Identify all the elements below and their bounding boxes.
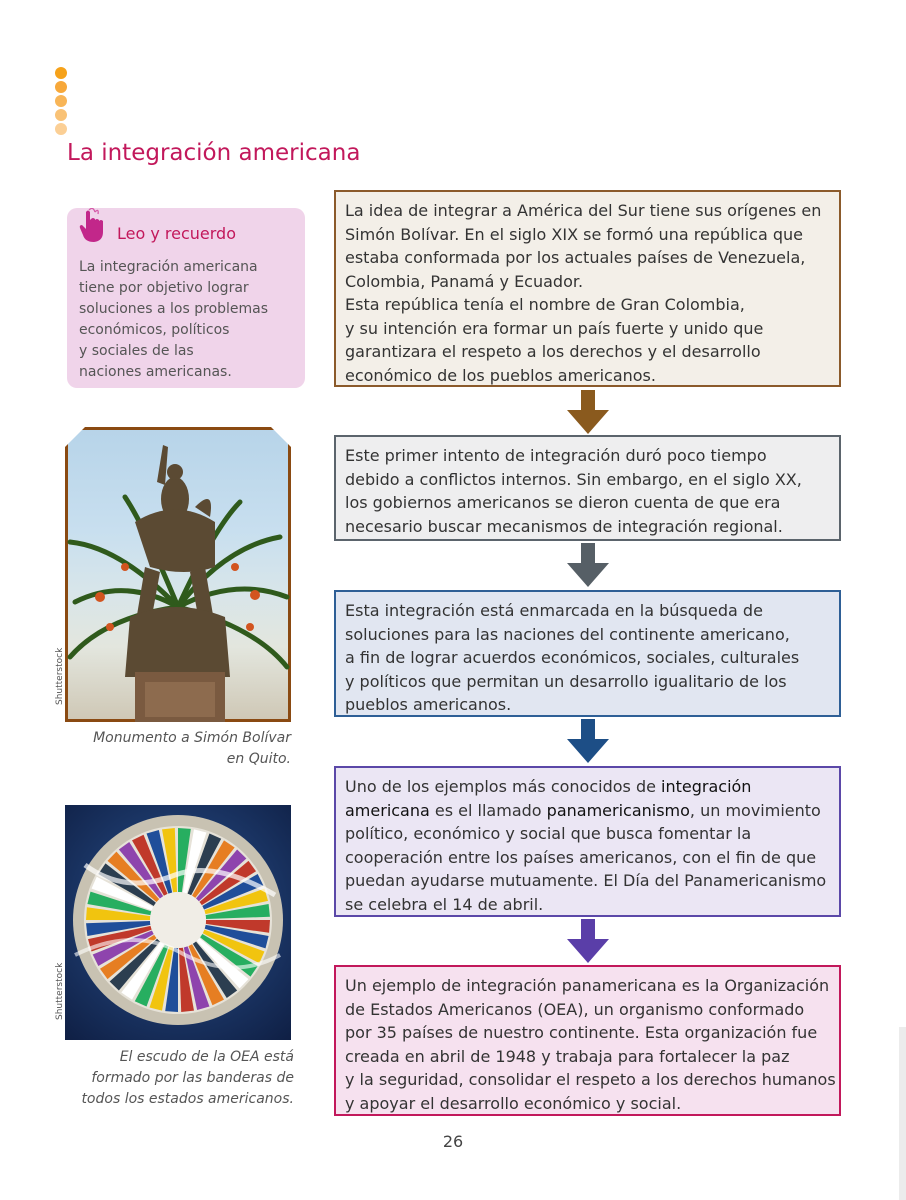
flow-text-line <box>345 670 829 694</box>
flow-text-line <box>345 364 829 388</box>
text-run: por 35 países de nuestro continente. Esta organización fue <box>345 1023 818 1042</box>
flow-text-line <box>345 623 829 647</box>
flow-text-line <box>345 293 829 317</box>
flow-text-line <box>345 893 829 917</box>
photo-caption <box>60 728 291 770</box>
flow-text-line <box>345 515 829 539</box>
photo-caption <box>60 1047 294 1110</box>
text-run: , un movimiento <box>689 800 821 820</box>
caption-line: en Quito. <box>226 751 291 767</box>
leo-text-line: soluciones a los problemas <box>79 301 269 317</box>
flow-text-line <box>345 199 829 223</box>
text-run: de Estados Americanos (OEA), un organismo conformado <box>345 999 805 1019</box>
arrow-down-icon <box>565 390 611 438</box>
decor-dot <box>55 95 67 107</box>
flow-box-oea <box>334 965 841 1116</box>
highlighted-term: panamericanismo <box>546 800 690 820</box>
flow-text-line <box>345 270 829 294</box>
text-run: puedan ayudarse mutuamente. El Día del Panamericanismo <box>345 871 827 890</box>
flow-text-line <box>345 223 829 247</box>
flow-text-line <box>345 822 829 846</box>
text-run: soluciones para las naciones del continente americano, <box>345 624 790 644</box>
text-run: debido a conflictos internos. Sin embargo, en el siglo XX, <box>345 469 802 489</box>
arrow-down-icon <box>565 919 611 967</box>
leo-header <box>77 218 293 248</box>
text-run: es el llamado <box>429 800 547 820</box>
leo-y-recuerdo-box <box>67 208 305 388</box>
decor-dot <box>55 81 67 93</box>
leo-text-line: tiene por objetivo lograr <box>79 280 249 296</box>
text-run: y su intención era formar un país fuerte y unido que <box>345 318 764 338</box>
flow-text-line <box>345 1045 829 1069</box>
caption-line: todos los estados americanos. <box>81 1091 294 1107</box>
caption-line: El escudo de la OEA está <box>119 1049 294 1065</box>
highlighted-term: integración <box>661 777 752 796</box>
text-run: cooperación entre los países americanos, con el fin de que <box>345 847 817 867</box>
flow-box-panamericanismo <box>334 766 841 917</box>
decor-dot <box>55 109 67 121</box>
arrow-down-icon <box>565 543 611 591</box>
decor-dot <box>55 123 67 135</box>
flow-text-line <box>345 974 829 998</box>
flow-text-line <box>345 693 829 717</box>
text-run: Simón Bolívar. En el siglo XIX se formó una república que <box>345 224 803 244</box>
text-run: estaba conformada por los actuales países de Venezuela, <box>345 248 806 267</box>
flow-text-line <box>345 799 829 823</box>
text-run: Esta integración está enmarcada en la búsqueda de <box>345 601 763 620</box>
flow-text-line <box>345 1092 829 1116</box>
text-run: y la seguridad, consolidar el respeto a los derechos humanos <box>345 1070 836 1089</box>
page-title: La integración americana <box>67 140 361 166</box>
leo-text-line: La integración americana <box>79 259 258 275</box>
arrow-down-icon <box>565 719 611 767</box>
text-run: Este primer intento de integración duró poco tiempo <box>345 446 767 465</box>
page-number: 26 <box>442 1132 464 1151</box>
decor-dots <box>55 67 67 137</box>
leo-text-line: y sociales de las <box>79 343 194 359</box>
oea-shield-photo <box>65 805 291 1040</box>
flow-box-integracion <box>334 590 841 717</box>
text-run: Un ejemplo de integración panamericana es la Organización <box>345 976 830 995</box>
highlighted-term: americana <box>345 800 430 820</box>
flow-text-line <box>345 246 829 270</box>
text-run: y políticos que permitan un desarrollo igualitario de los <box>345 671 787 691</box>
flow-text-line <box>345 998 829 1022</box>
flow-text-line <box>345 317 829 341</box>
photo-credit: Shutterstock <box>55 962 65 1020</box>
text-run: La idea de integrar a América del Sur tiene sus orígenes en <box>345 201 822 220</box>
text-run: Uno de los ejemplos más conocidos de <box>345 777 662 796</box>
flow-text-line <box>345 444 829 468</box>
text-run: Esta república tenía el nombre de Gran Colombia, <box>345 295 745 314</box>
text-run: creada en abril de 1948 y trabaja para fortalecer la paz <box>345 1046 790 1066</box>
flow-text-line <box>345 869 829 893</box>
hand-icon <box>77 208 107 244</box>
flow-text-line <box>345 340 829 364</box>
text-run: necesario buscar mecanismos de integración regional. <box>345 516 783 536</box>
text-run: político, económico y social que busca fomentar la <box>345 824 752 843</box>
text-run: a fin de lograr acuerdos económicos, sociales, culturales <box>345 648 800 667</box>
caption-line: Monumento a Simón Bolívar <box>93 730 291 746</box>
bolivar-monument-photo <box>65 427 291 722</box>
flow-text-line <box>345 646 829 670</box>
text-run: se celebra el 14 de abril. <box>345 894 544 914</box>
leo-text-line: naciones americanas. <box>79 364 232 380</box>
text-run: y apoyar el desarrollo económico y social. <box>345 1093 682 1113</box>
text-run: Colombia, Panamá y Ecuador. <box>345 271 584 291</box>
decor-dot <box>55 67 67 79</box>
page-edge-strip <box>899 1027 906 1200</box>
flow-text-line <box>345 1068 836 1092</box>
text-run: económico de los pueblos americanos. <box>345 365 656 385</box>
leo-text-line: económicos, políticos <box>79 322 230 338</box>
flow-text-line <box>345 599 829 623</box>
flow-text-line <box>345 1021 829 1045</box>
flow-text-line <box>345 491 829 515</box>
text-run: garantizara el respeto a los derechos y el desarrollo <box>345 342 761 361</box>
text-run: pueblos americanos. <box>345 695 512 714</box>
leo-heading: Leo y recuerdo <box>117 223 236 243</box>
flow-box-gran-colombia <box>334 190 841 387</box>
flow-text-line <box>345 775 829 799</box>
flow-text-line <box>345 468 829 492</box>
flow-text-line <box>345 846 829 870</box>
leo-text <box>79 257 293 383</box>
caption-line: formado por las banderas de <box>91 1070 294 1086</box>
flow-box-siglo-xx <box>334 435 841 541</box>
text-run: los gobiernos americanos se dieron cuenta de que era <box>345 493 781 512</box>
photo-credit: Shutterstock <box>55 647 65 705</box>
